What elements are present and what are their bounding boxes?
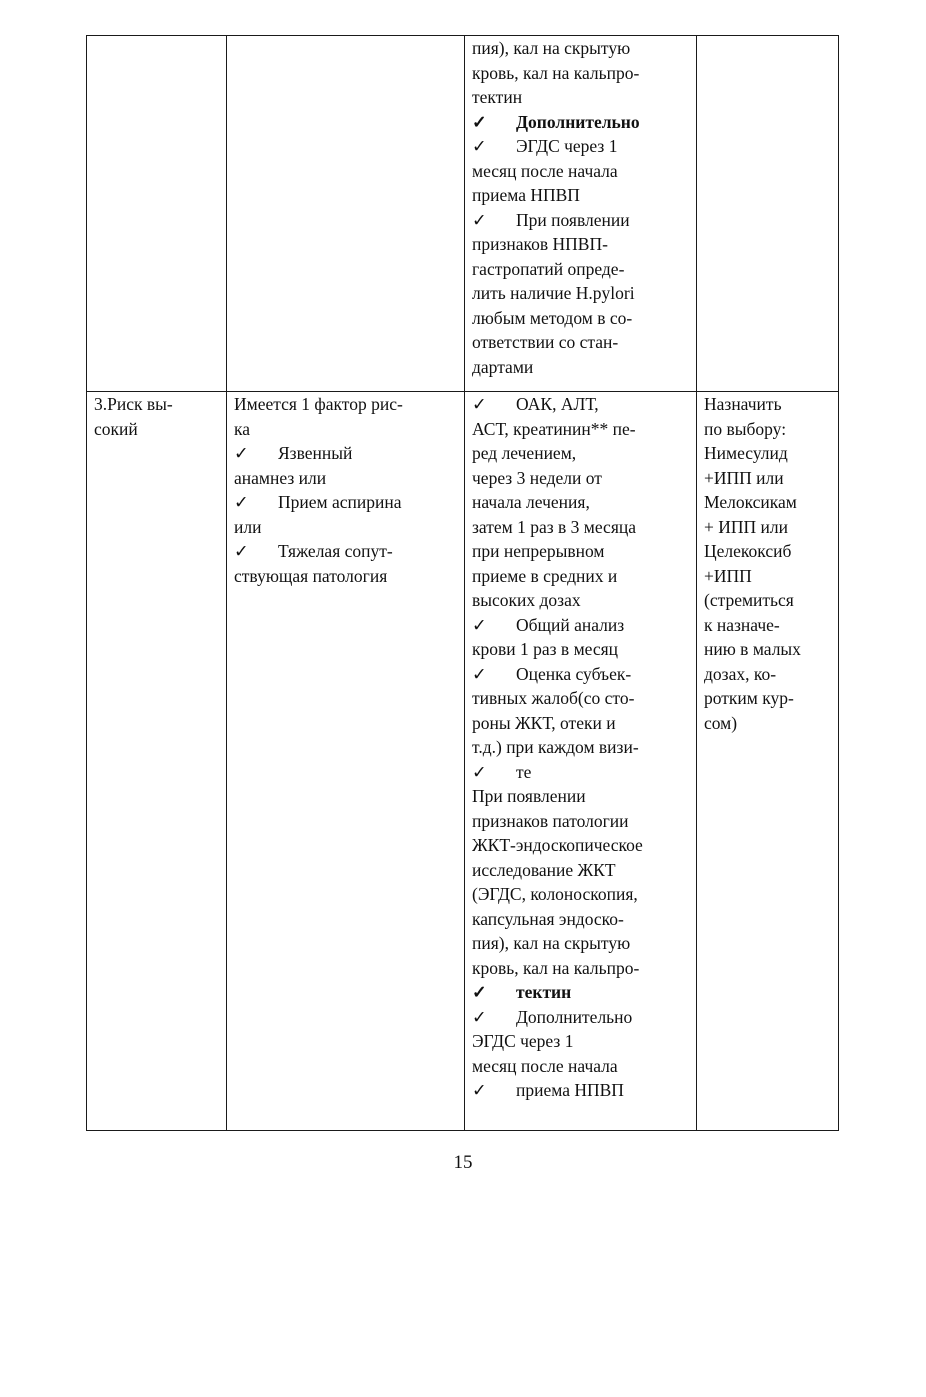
checkmark-icon: ✓ bbox=[472, 663, 487, 684]
recommendations-table bbox=[86, 35, 839, 1131]
page-number: 15 bbox=[453, 1152, 473, 1173]
risk-cell bbox=[87, 36, 227, 392]
risk-cell: 3.Риск вы- сокий bbox=[87, 392, 227, 1131]
checkmark-icon: ✓ bbox=[234, 541, 249, 561]
factors-cell bbox=[227, 36, 465, 392]
monitoring-cell: пия), кал на скрытую кровь, кал на кальпро- тектин ✓ Дополнительно ✓ ЭГДС через 1 месяц после начала приема НПВП ✓ При появлении признаков НПВП- гастропатий опреде- лить наличие H.pylori любым методом в со- ответствии со стан- дартами bbox=[465, 36, 697, 392]
checkmark-icon: ✓ bbox=[472, 136, 487, 156]
treatment-cell bbox=[697, 36, 839, 392]
checkmark-icon: ✓ bbox=[472, 1080, 487, 1100]
checkmark-icon: ✓ bbox=[234, 492, 249, 512]
checkmark-icon: ✓ bbox=[234, 443, 249, 463]
table-row bbox=[87, 36, 839, 392]
checkmark-icon: ✓ bbox=[472, 394, 487, 414]
checkmark-icon: ✓ bbox=[472, 1006, 487, 1027]
checkmark-icon: ✓ bbox=[472, 209, 487, 230]
monitoring-cell: ✓ ОАК, АЛТ, АСТ, креатинин** пе- ред лечением, через 3 недели от начала лечения, затем 1 раз в 3 месяца при непрерывном приеме в средних и высоких дозах ✓ Общий анализ крови 1 раз в месяц ✓ Оценка субъек- тивных жалоб(со сто- роны ЖКТ, отеки и т.д.) при каждом визи- ✓ те При появлении признаков патологии ЖКТ-эндоскопическое исследование ЖКТ (ЭГДС, колоноскопия, капсульная эндоско- пия), кал на скрытую кровь, кал на кальпро- ✓ тектин ✓ Дополнительно ЭГДС через 1 месяц после начала ✓ приема НПВП bbox=[465, 392, 697, 1131]
checkmark-icon: ✓ bbox=[472, 982, 487, 1002]
table-row bbox=[87, 392, 839, 1131]
factors-cell: Имеется 1 фактор рис- ка ✓ Язвенный анамнез или ✓ Прием аспирина или ✓ Тяжелая сопут- ствующая патология bbox=[227, 392, 465, 1131]
checkmark-icon: ✓ bbox=[472, 761, 487, 782]
checkmark-icon: ✓ bbox=[472, 614, 487, 635]
treatment-cell: Назначить по выбору: Нимесулид +ИПП или Мелоксикам + ИПП или Целекоксиб +ИПП (стремиться к назначе- нию в малых дозах, ко- ротким кур- сом) bbox=[697, 392, 839, 1131]
checkmark-icon: ✓ bbox=[472, 111, 487, 132]
